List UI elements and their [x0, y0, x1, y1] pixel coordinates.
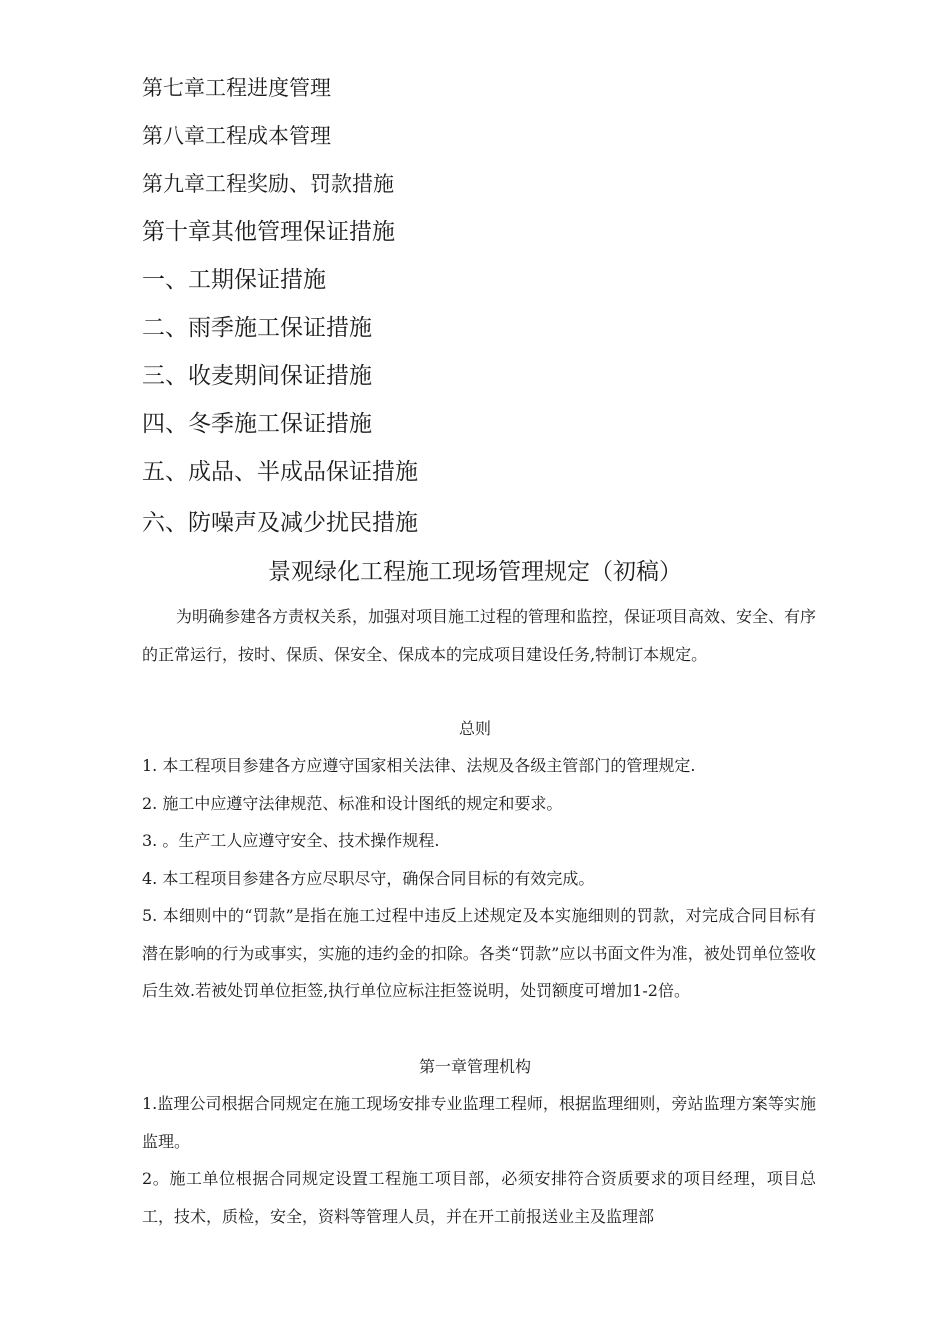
toc-item-measure-1: 一、工期保证措施 — [142, 267, 326, 293]
chapter-1-item-1: 1.监理公司根据合同规定在施工现场安排专业监理工程师，根据监理细则，旁站监理方案等实施监理。 — [142, 1094, 816, 1151]
toc-item-chapter-8: 第八章工程成本管理 — [142, 124, 331, 148]
toc-item-chapter-10: 第十章其他管理保证措施 — [142, 219, 395, 245]
general-item-1: 1. 本工程项目参建各方应遵守国家相关法律、法规及各级主管部门的管理规定. — [142, 756, 696, 775]
general-item-4: 4. 本工程项目参建各方应尽职尽守，确保合同目标的有效完成。 — [142, 869, 595, 888]
general-heading: 总则 — [458, 719, 491, 738]
toc-item-measure-2: 二、雨季施工保证措施 — [142, 315, 372, 341]
toc-item-chapter-9: 第九章工程奖励、罚款措施 — [142, 172, 394, 196]
toc-item-measure-3: 三、收麦期间保证措施 — [142, 363, 372, 389]
toc-item-measure-4: 四、冬季施工保证措施 — [142, 411, 372, 437]
general-item-2: 2. 施工中应遵守法律规范、标准和设计图纸的规定和要求。 — [142, 794, 563, 813]
intro-paragraph: 为明确参建各方责权关系，加强对项目施工过程的管理和监控，保证项目高效、安全、有序的正常运行，按时、保质、保安全、保成本的完成项目建设任务,特制订本规定。 — [142, 607, 817, 664]
general-item-5: 5. 本细则中的“罚款”是指在施工过程中违反上述规定及本实施细则的罚款，对完成合同目标有潜在影响的行为或事实，实施的违约金的扣除。各类“罚款”应以书面文件为准，被处罚单位签收后生效.若被处罚单位拒签,执行单位应标注拒签说明，处罚额度可增加1-2倍。 — [142, 906, 816, 1000]
toc-item-measure-5: 五、成品、半成品保证措施 — [142, 459, 418, 485]
chapter-1-heading: 第一章管理机构 — [418, 1057, 531, 1076]
toc-item-measure-6: 六、防噪声及减少扰民措施 — [142, 510, 418, 536]
toc-item-chapter-7: 第七章工程进度管理 — [142, 76, 331, 100]
document-title: 景观绿化工程施工现场管理规定（初稿） — [268, 559, 682, 585]
chapter-1-item-2: 2。施工单位根据合同规定设置工程施工项目部，必须安排符合资质要求的项目经理，项目总工，技术，质检，安全，资料等管理人员，并在开工前报送业主及监理部 — [142, 1169, 816, 1226]
general-item-3: 3. 。生产工人应遵守安全、技术操作规程. — [142, 831, 440, 850]
